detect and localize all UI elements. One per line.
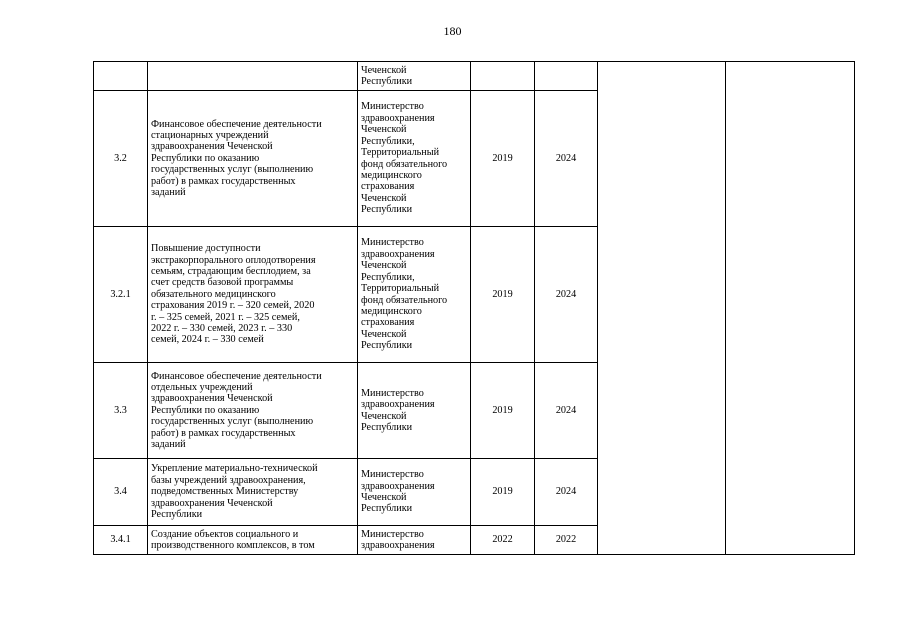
item-name xyxy=(148,62,358,91)
item-number: 3.4 xyxy=(94,459,148,526)
item-name: Повышение доступности экстракорпорального оплодотворения семьям, страдающим бесплодием, за счет средств базовой программы обязательного медицинского страхования 2019 г. – 320 семей, 2020 г. – 325 семей, 2021 г. – 325 семей, 2022 г. – 330 семей, 2023 г. – 330 семей, 2024 г. – 330 семей xyxy=(148,227,358,363)
item-end-year xyxy=(535,62,598,91)
item-number: 3.2.1 xyxy=(94,227,148,363)
item-executor: Чеченской Республики xyxy=(358,62,471,91)
item-end-year: 2024 xyxy=(535,91,598,227)
blank-column-link xyxy=(726,62,855,555)
item-number xyxy=(94,62,148,91)
item-end-year: 2024 xyxy=(535,459,598,526)
item-executor: Министерство здравоохранения Чеченской Республики xyxy=(358,363,471,459)
item-number: 3.2 xyxy=(94,91,148,227)
item-number: 3.4.1 xyxy=(94,526,148,555)
item-end-year: 2022 xyxy=(535,526,598,555)
item-start-year: 2019 xyxy=(471,459,535,526)
item-name: Финансовое обеспечение деятельности отдельных учреждений здравоохранения Чеченской Республики по оказанию государственных услуг (выполнению работ) в рамках государственных заданий xyxy=(148,363,358,459)
item-number: 3.3 xyxy=(94,363,148,459)
item-start-year xyxy=(471,62,535,91)
item-start-year: 2019 xyxy=(471,363,535,459)
program-table xyxy=(93,61,855,555)
page-number: 180 xyxy=(443,24,462,38)
item-executor: Министерство здравоохранения Чеченской Республики, Территориальный фонд обязательного медицинского страхования Чеченской Республики xyxy=(358,91,471,227)
table-row xyxy=(94,62,855,91)
item-executor: Министерство здравоохранения xyxy=(358,526,471,555)
blank-column-result xyxy=(598,62,726,555)
item-executor: Министерство здравоохранения Чеченской Республики xyxy=(358,459,471,526)
item-start-year: 2019 xyxy=(471,227,535,363)
item-name: Создание объектов социального и производственного комплексов, в том xyxy=(148,526,358,555)
item-start-year: 2019 xyxy=(471,91,535,227)
item-name: Укрепление материально-технической базы учреждений здравоохранения, подведомственных Министерству здравоохранения Чеченской Республики xyxy=(148,459,358,526)
item-end-year: 2024 xyxy=(535,227,598,363)
item-start-year: 2022 xyxy=(471,526,535,555)
item-name: Финансовое обеспечение деятельности стационарных учреждений здравоохранения Чеченской Республики по оказанию государственных услуг (выполнению работ) в рамках государственных заданий xyxy=(148,91,358,227)
item-executor: Министерство здравоохранения Чеченской Республики, Территориальный фонд обязательного медицинского страхования Чеченской Республики xyxy=(358,227,471,363)
item-end-year: 2024 xyxy=(535,363,598,459)
